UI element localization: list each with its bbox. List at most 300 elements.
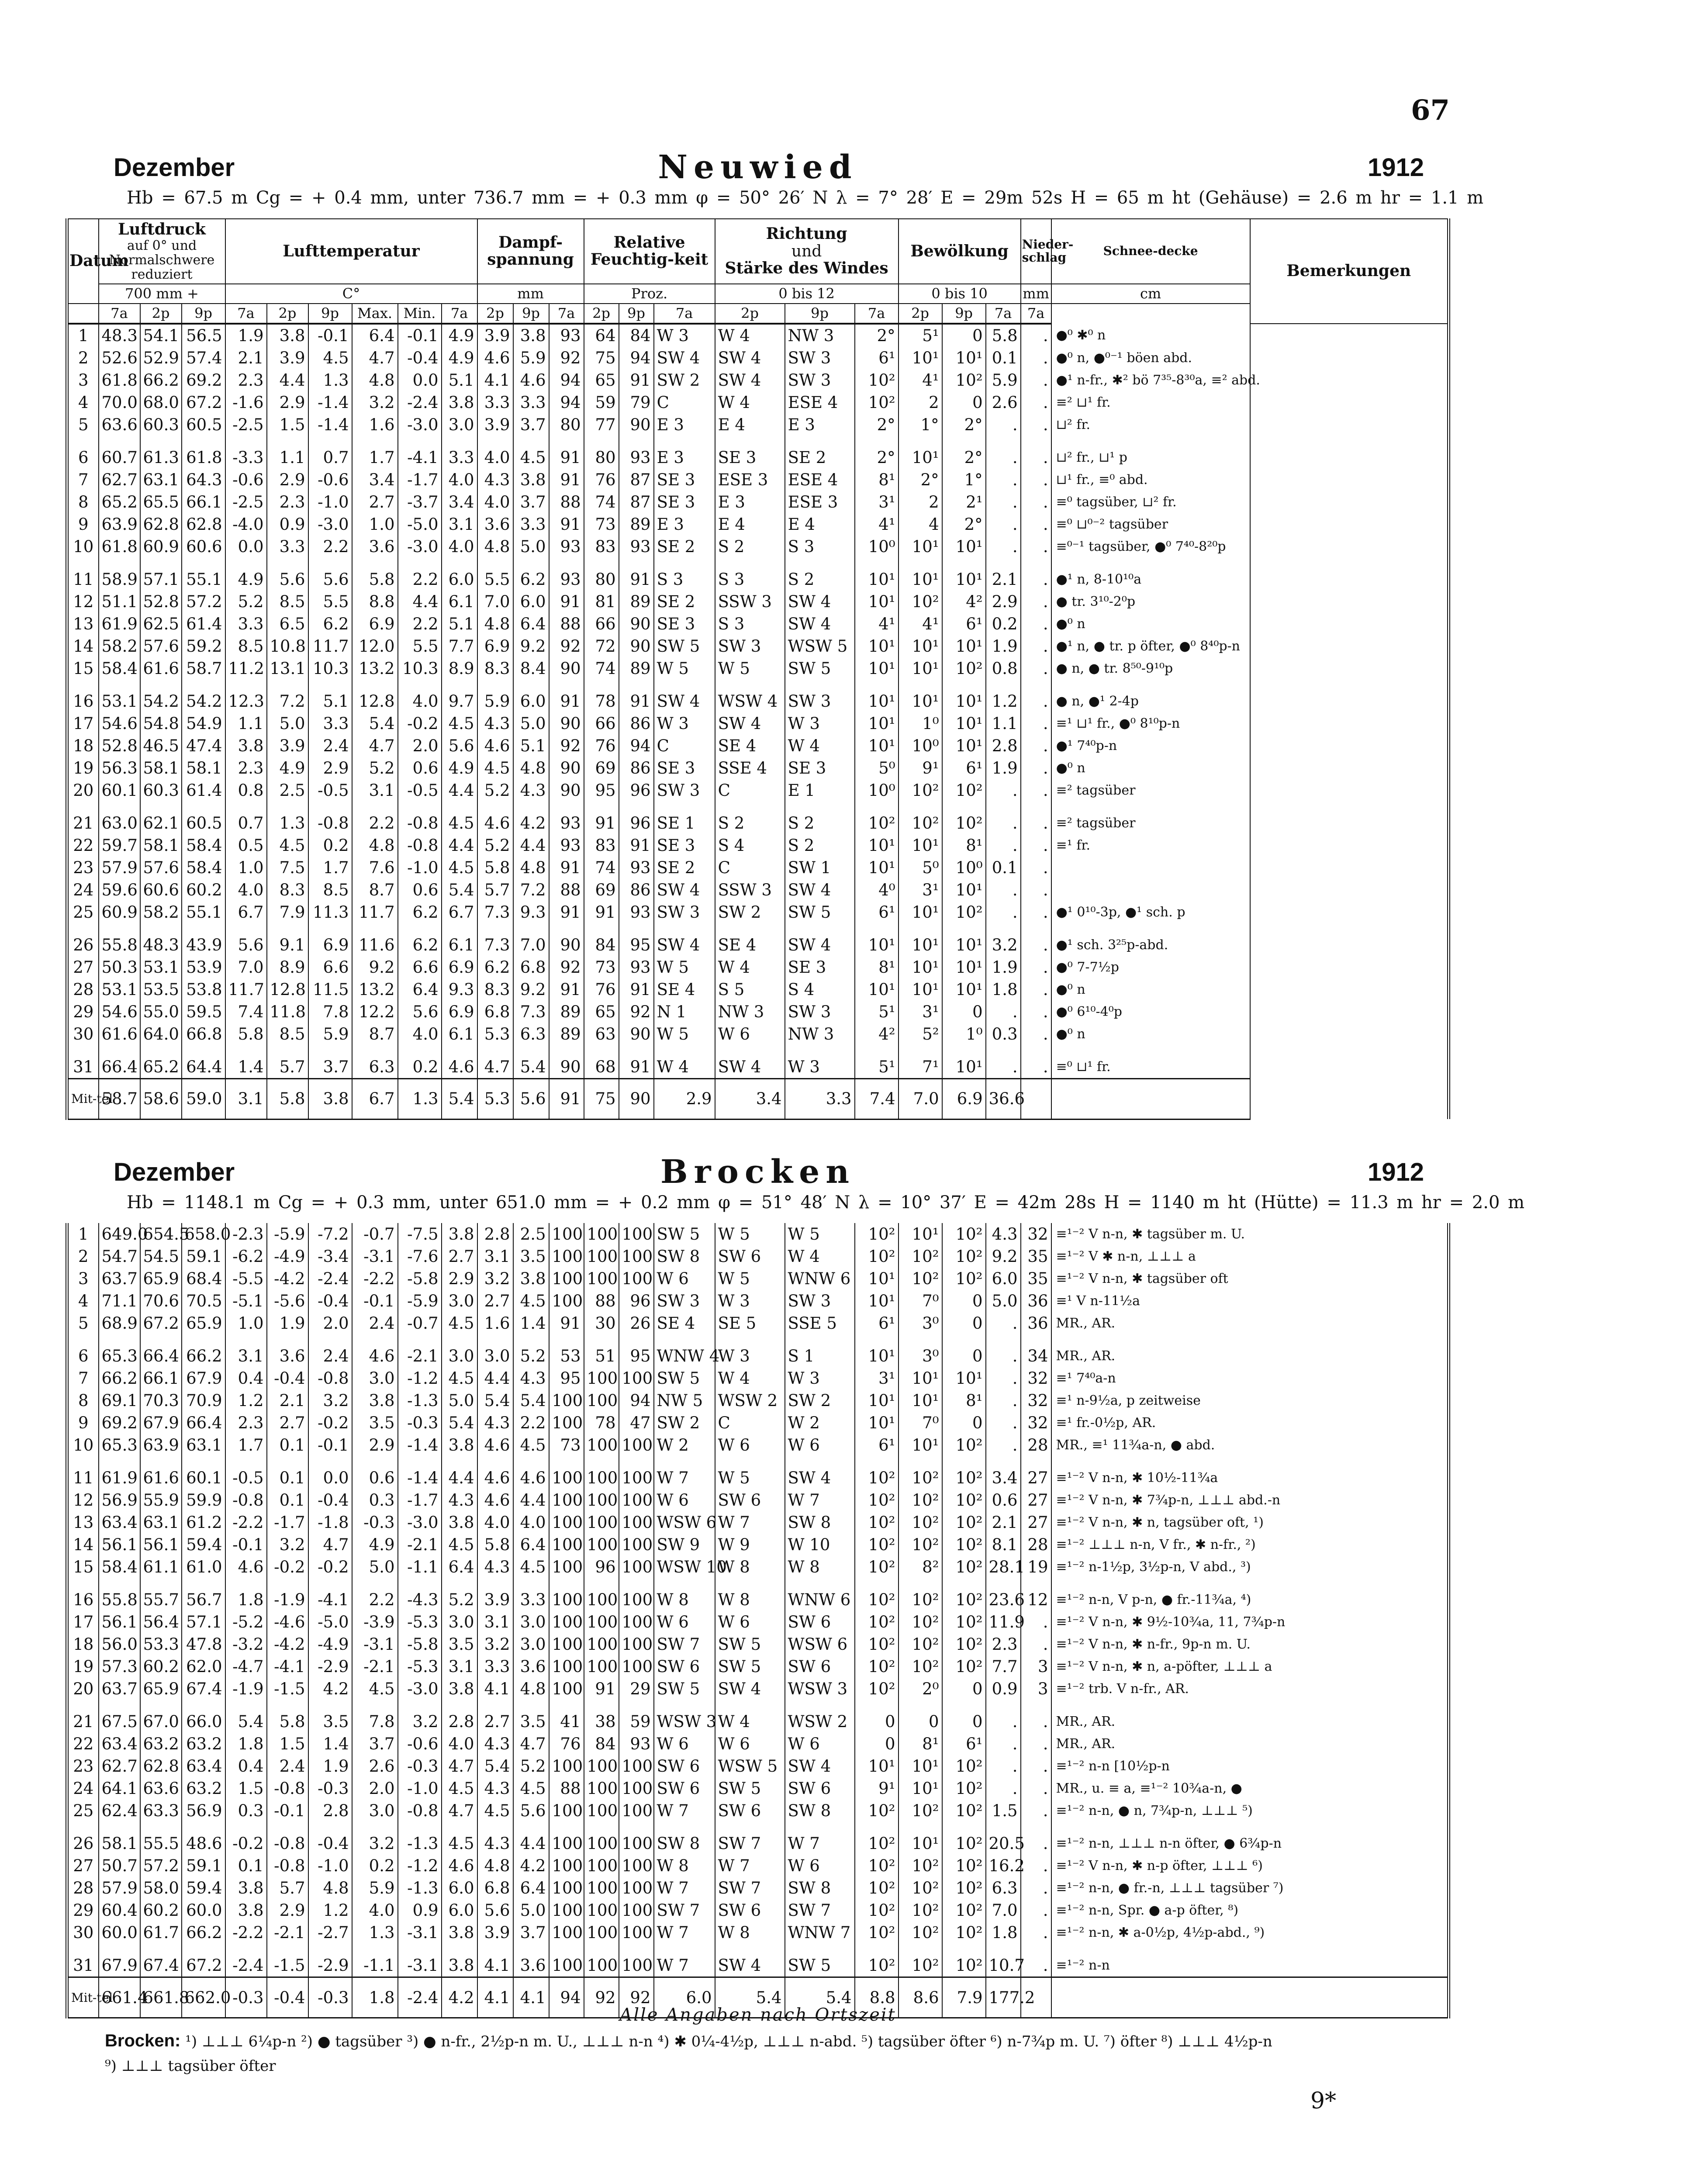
cell-e7: 4.9: [442, 347, 477, 369]
cell-p2: 61.3: [140, 436, 182, 469]
cell-f7: 92: [549, 956, 584, 978]
cell-tmax: 4.0: [352, 1899, 398, 1921]
cell-p9: 70.5: [182, 1290, 225, 1312]
cell-t9: -1.4: [308, 391, 352, 414]
cell-w9: WSW 2: [785, 1700, 855, 1733]
cell-b2: 3⁰: [899, 1334, 942, 1367]
sub-9p: 9p: [308, 304, 352, 324]
cell-d: 6: [67, 436, 99, 469]
cell-tmax: 12.0: [352, 635, 398, 657]
cell-w7: SW 5: [654, 1367, 715, 1389]
cell-t2: -4.2: [267, 1268, 308, 1290]
cell-d: 9: [67, 1412, 99, 1434]
cell-w2: W 4: [715, 956, 785, 978]
cell-s: .: [1021, 324, 1051, 347]
unit-luftdruck: 700 mm +: [99, 284, 225, 304]
cell-w9: W 3: [785, 712, 855, 735]
cell-w7: C: [654, 391, 715, 414]
cell-s: 35: [1021, 1245, 1051, 1268]
neuwied-section: [66, 149, 1484, 1120]
cell-f9: 59: [619, 1700, 654, 1733]
cell-b9: 10²: [942, 1921, 986, 1944]
cell-w2: W 5: [715, 657, 785, 680]
cell-e2: 5.6: [477, 1899, 513, 1921]
cell-w2: S 2: [715, 536, 785, 558]
unit-feucht: Proz.: [584, 284, 715, 304]
cell-e2: 4.8: [477, 536, 513, 558]
cell-w2: SSW 3: [715, 591, 785, 613]
cell-w9: NW 3: [785, 324, 855, 347]
cell-b7: 10¹: [855, 834, 899, 857]
cell-p9: 60.6: [182, 536, 225, 558]
cell-w2: SW 4: [715, 1944, 785, 1977]
cell-p7: 63.4: [99, 1733, 140, 1755]
cell-n: 2.1: [986, 1511, 1021, 1534]
cell-d: 16: [67, 680, 99, 712]
cell-p7: 59.7: [99, 834, 140, 857]
cell-w2: SW 5: [715, 1777, 785, 1800]
cell-f2: 77: [584, 414, 619, 436]
cell-b7: 10¹: [855, 558, 899, 591]
cell-e2: 8.3: [477, 978, 513, 1001]
cell-e2: 3.2: [477, 1633, 513, 1655]
cell-p7: 55.8: [99, 923, 140, 956]
brocken-station-info: Hb = 1148.1 m Cg = + 0.3 mm, unter 651.0 mm = + 0.2 mm φ = 51° 48′ N λ = 10° 37′ E = 42m 28s H = 1140 m ht (Hütte) = 11.3 m hr = 2.0 m: [127, 1192, 1525, 1213]
cell-e2: 6.8: [477, 1877, 513, 1899]
cell-w2: SW 4: [715, 1045, 785, 1079]
cell-rem: ●¹ n, ● tr. p öfter, ●⁰ 8⁴⁰p-n: [1051, 635, 1250, 657]
cell-b9: 10¹: [942, 956, 986, 978]
cell-p9: 55.1: [182, 901, 225, 923]
cell-p2: 63.1: [140, 1511, 182, 1534]
table-row: [67, 469, 1449, 491]
cell-f2: 38: [584, 1700, 619, 1733]
cell-tmax: 3.0: [352, 1800, 398, 1822]
table-row: [67, 956, 1449, 978]
cell-f2: 100: [584, 1855, 619, 1877]
cell-e7: 4.4: [442, 834, 477, 857]
cell-e9: 5.4: [513, 1389, 549, 1412]
cell-w2: W 3: [715, 1290, 785, 1312]
cell-f7: 89: [549, 1001, 584, 1023]
cell-w9: W 7: [785, 1822, 855, 1855]
cell-p7: 67.5: [99, 1700, 140, 1733]
cell-e9: 8.4: [513, 657, 549, 680]
cell-f2: 100: [584, 1489, 619, 1511]
cell-w7: W 3: [654, 712, 715, 735]
cell-d: 24: [67, 879, 99, 901]
cell-e2: 5.2: [477, 834, 513, 857]
cell-b7: 10²: [855, 1578, 899, 1611]
cell-t2: -1.9: [267, 1578, 308, 1611]
cell-t7: 1.2: [225, 1389, 267, 1412]
table-row: [67, 680, 1449, 712]
cell-f7: 89: [549, 1023, 584, 1045]
cell-tmax: 12.2: [352, 1001, 398, 1023]
cell-e2: 4.4: [477, 1367, 513, 1389]
cell-rem: ≡¹ ⊔¹ fr., ●⁰ 8¹⁰p-n: [1051, 712, 1250, 735]
cell-d: 15: [67, 1556, 99, 1578]
cell-f9: 26: [619, 1312, 654, 1334]
cell-rem: ≡¹⁻² V n-n, ✱ 7¾p-n, ⊥⊥⊥ abd.-n: [1051, 1489, 1449, 1511]
cell-tmax: 5.2: [352, 757, 398, 779]
cell-tmax: 2.0: [352, 1777, 398, 1800]
cell-p2: 53.5: [140, 978, 182, 1001]
cell-p2: 65.9: [140, 1268, 182, 1290]
cell-b9: 10²: [942, 802, 986, 834]
cell-d: 15: [67, 657, 99, 680]
cell-d: 4: [67, 391, 99, 414]
cell-w9: W 10: [785, 1534, 855, 1556]
cell-w7: SW 5: [654, 1223, 715, 1245]
cell-e2: 6.9: [477, 635, 513, 657]
cell-e7: 4.7: [442, 1755, 477, 1777]
cell-w9: SW 3: [785, 680, 855, 712]
cell-e7: 3.8: [442, 1434, 477, 1456]
cell-p2: 60.2: [140, 1655, 182, 1678]
cell-w2: W 6: [715, 1434, 785, 1456]
cell-s: .: [1021, 391, 1051, 414]
cell-tmax: 8.8: [352, 591, 398, 613]
cell-t7: 8.5: [225, 635, 267, 657]
cell-p2: 63.6: [140, 1777, 182, 1800]
cell-b9: 10²: [942, 1822, 986, 1855]
sub-7a: 7a: [442, 304, 477, 324]
cell-rem: ≡¹⁻² V n-n, ✱ n, tagsüber oft, ¹): [1051, 1511, 1449, 1534]
cell-b7: 10¹: [855, 635, 899, 657]
cell-t9: -0.6: [308, 469, 352, 491]
cell-w2: W 7: [715, 1855, 785, 1877]
cell-p9: 61.4: [182, 613, 225, 635]
cell-n: 1.9: [986, 635, 1021, 657]
brocken-title-row: [66, 1153, 1450, 1192]
cell-t9: -0.4: [308, 1822, 352, 1855]
cell-e2: 3.9: [477, 1578, 513, 1611]
cell-tmin: -7.6: [398, 1245, 442, 1268]
cell-b9: 10¹: [942, 347, 986, 369]
cell-f7: 53: [549, 1334, 584, 1367]
cell-w7: W 7: [654, 1944, 715, 1977]
cell-tmax: 0.6: [352, 1456, 398, 1489]
cell-p9: 56.9: [182, 1800, 225, 1822]
cell-n: 1.5: [986, 1800, 1021, 1822]
cell-t2: -1.5: [267, 1944, 308, 1977]
cell-b2: 10²: [899, 1944, 942, 1977]
cell-t9: 6.6: [308, 956, 352, 978]
cell-f9: 100: [619, 1489, 654, 1511]
cell-b7: 10²: [855, 1944, 899, 1977]
cell-f9: 100: [619, 1855, 654, 1877]
sub-2p: 2p: [140, 304, 182, 324]
cell-f7: 100: [549, 1899, 584, 1921]
cell-t7: 2.3: [225, 757, 267, 779]
cell-d: 10: [67, 536, 99, 558]
cell-tmin: -5.8: [398, 1633, 442, 1655]
cell-p2: 46.5: [140, 735, 182, 757]
cell-f2: 74: [584, 657, 619, 680]
cell-f9: 90: [619, 635, 654, 657]
cell-n: 1.1: [986, 712, 1021, 735]
cell-e2: 4.3: [477, 712, 513, 735]
cell-e2: 7.3: [477, 901, 513, 923]
sub-2p: 2p: [899, 304, 942, 324]
cell-s: 36: [1021, 1290, 1051, 1312]
cell-w7: W 6: [654, 1611, 715, 1633]
cell-b9: 10⁰: [942, 857, 986, 879]
cell-t2: 8.9: [267, 956, 308, 978]
cell-tmin: -2.1: [398, 1334, 442, 1367]
cell-tmin: -0.6: [398, 1733, 442, 1755]
cell-f9: 92: [619, 1001, 654, 1023]
cell-b9: 10²: [942, 1434, 986, 1456]
cell-e9: 2.2: [513, 1412, 549, 1434]
sub-max: Max.: [352, 304, 398, 324]
cell-w9: S 2: [785, 558, 855, 591]
cell-e9: 6.8: [513, 956, 549, 978]
cell-e9: 5.0: [513, 712, 549, 735]
cell-t2: 2.7: [267, 1412, 308, 1434]
cell-t2: 2.4: [267, 1755, 308, 1777]
cell-t2: 7.2: [267, 680, 308, 712]
cell-b2: 10²: [899, 591, 942, 613]
cell-e2: 4.3: [477, 1777, 513, 1800]
cell-e9: 4.8: [513, 757, 549, 779]
cell-w9: SW 6: [785, 1777, 855, 1800]
mittel-tmin: 1.3: [398, 1078, 442, 1119]
cell-n: 1.9: [986, 757, 1021, 779]
cell-p7: 60.4: [99, 1899, 140, 1921]
cell-t9: 1.2: [308, 1899, 352, 1921]
cell-p9: 63.2: [182, 1733, 225, 1755]
cell-f2: 66: [584, 712, 619, 735]
cell-t2: -5.9: [267, 1223, 308, 1245]
cell-t2: -0.2: [267, 1556, 308, 1578]
cell-t7: 3.8: [225, 1877, 267, 1899]
cell-w2: W 5: [715, 1456, 785, 1489]
cell-p9: 61.8: [182, 436, 225, 469]
cell-f2: 75: [584, 347, 619, 369]
cell-b7: 10²: [855, 1511, 899, 1534]
mittel-f7: 94: [549, 1977, 584, 2018]
cell-n: 0.1: [986, 347, 1021, 369]
cell-tmin: -0.8: [398, 834, 442, 857]
cell-e9: 2.5: [513, 1223, 549, 1245]
cell-f9: 96: [619, 802, 654, 834]
mittel-t2: -0.4: [267, 1977, 308, 2018]
cell-f7: 91: [549, 680, 584, 712]
table-row: [67, 757, 1449, 779]
cell-e2: 6.8: [477, 1001, 513, 1023]
cell-w9: ESE 4: [785, 391, 855, 414]
cell-p7: 68.9: [99, 1312, 140, 1334]
cell-t2: 5.8: [267, 1700, 308, 1733]
cell-b2: 10²: [899, 1855, 942, 1877]
cell-t9: 11.7: [308, 635, 352, 657]
cell-f7: 91: [549, 436, 584, 469]
cell-w7: SW 4: [654, 879, 715, 901]
cell-w2: C: [715, 1412, 785, 1434]
cell-f9: 86: [619, 712, 654, 735]
cell-f9: 100: [619, 1245, 654, 1268]
mittel-label: Mit-tel: [67, 1977, 99, 2018]
cell-w7: WSW 10: [654, 1556, 715, 1578]
cell-t2: 1.3: [267, 802, 308, 834]
cell-p9: 68.4: [182, 1268, 225, 1290]
cell-n: .: [986, 491, 1021, 513]
cell-t9: -0.5: [308, 779, 352, 802]
cell-t2: 2.3: [267, 491, 308, 513]
cell-tmax: -1.1: [352, 1944, 398, 1977]
cell-b7: 10²: [855, 1489, 899, 1511]
cell-f9: 100: [619, 1633, 654, 1655]
cell-tmin: -1.3: [398, 1822, 442, 1855]
cell-t2: 0.1: [267, 1456, 308, 1489]
cell-e9: 7.0: [513, 923, 549, 956]
cell-e7: 4.5: [442, 802, 477, 834]
cell-f2: 76: [584, 469, 619, 491]
cell-b7: 10²: [855, 391, 899, 414]
col-niederschlag: Nieder-schlag: [1021, 219, 1051, 284]
cell-e9: 5.4: [513, 1045, 549, 1079]
cell-p9: 66.2: [182, 1921, 225, 1944]
cell-e7: 4.5: [442, 1534, 477, 1556]
cell-b2: 3¹: [899, 879, 942, 901]
cell-n: .: [986, 879, 1021, 901]
cell-w9: WNW 7: [785, 1921, 855, 1944]
cell-e9: 9.3: [513, 901, 549, 923]
cell-tmax: -3.1: [352, 1633, 398, 1655]
cell-p2: 65.9: [140, 1678, 182, 1700]
cell-f9: 100: [619, 1556, 654, 1578]
cell-d: 11: [67, 1456, 99, 1489]
cell-e9: 4.3: [513, 779, 549, 802]
cell-p7: 69.2: [99, 1412, 140, 1434]
cell-b7: 10²: [855, 1877, 899, 1899]
cell-w9: SW 4: [785, 613, 855, 635]
cell-b7: 10²: [855, 1534, 899, 1556]
cell-w2: SSW 3: [715, 879, 785, 901]
cell-f7: 90: [549, 712, 584, 735]
cell-p7: 61.6: [99, 1023, 140, 1045]
cell-p7: 65.2: [99, 491, 140, 513]
cell-e7: 5.1: [442, 613, 477, 635]
cell-tmax: 13.2: [352, 978, 398, 1001]
cell-w7: WSW 3: [654, 1700, 715, 1733]
sub-9p: 9p: [513, 304, 549, 324]
cell-s: 34: [1021, 1334, 1051, 1367]
cell-b2: 1°: [899, 414, 942, 436]
cell-tmin: -5.9: [398, 1290, 442, 1312]
mittel-w9: 3.3: [785, 1078, 855, 1119]
cell-p7: 62.7: [99, 469, 140, 491]
unit-lufttemp: C°: [225, 284, 477, 304]
cell-p9: 59.5: [182, 1001, 225, 1023]
cell-t7: 1.4: [225, 1045, 267, 1079]
mittel-t9: -0.3: [308, 1977, 352, 2018]
cell-p9: 67.2: [182, 1944, 225, 1977]
cell-t2: 1.5: [267, 1733, 308, 1755]
cell-p9: 65.9: [182, 1312, 225, 1334]
cell-e7: 3.5: [442, 1633, 477, 1655]
cell-f9: 93: [619, 956, 654, 978]
cell-tmax: 2.9: [352, 1434, 398, 1456]
cell-b9: 2¹: [942, 491, 986, 513]
cell-e9: 4.5: [513, 1556, 549, 1578]
cell-f2: 100: [584, 1944, 619, 1977]
cell-b9: 8¹: [942, 834, 986, 857]
cell-e9: 3.8: [513, 469, 549, 491]
cell-f7: 100: [549, 1800, 584, 1822]
cell-f7: 91: [549, 469, 584, 491]
table-row: [67, 558, 1449, 591]
cell-e2: 5.5: [477, 558, 513, 591]
cell-f9: 93: [619, 857, 654, 879]
cell-tmin: -3.1: [398, 1921, 442, 1944]
cell-w2: WSW 5: [715, 1755, 785, 1777]
cell-f7: 90: [549, 757, 584, 779]
cell-n: 0.6: [986, 1489, 1021, 1511]
cell-f2: 84: [584, 1733, 619, 1755]
cell-f2: 74: [584, 857, 619, 879]
sub-9p: 9p: [619, 304, 654, 324]
cell-rem: ≡¹⁻² n-1½p, 3½p-n, V abd., ³): [1051, 1556, 1449, 1578]
cell-tmax: 8.7: [352, 1023, 398, 1045]
table-row: [67, 1611, 1449, 1633]
cell-b2: 10²: [899, 1578, 942, 1611]
cell-tmax: 3.0: [352, 1367, 398, 1389]
cell-e2: 3.3: [477, 391, 513, 414]
cell-d: 9: [67, 513, 99, 536]
cell-f7: 76: [549, 1733, 584, 1755]
cell-e2: 7.0: [477, 591, 513, 613]
col-wind: Richtung und Stärke des Windes: [715, 219, 899, 284]
cell-n: .: [986, 414, 1021, 436]
cell-w7: W 7: [654, 1800, 715, 1822]
cell-b7: 10²: [855, 1611, 899, 1633]
cell-n: 0.8: [986, 657, 1021, 680]
cell-b9: 10²: [942, 1877, 986, 1899]
cell-t7: 3.3: [225, 613, 267, 635]
cell-tmax: -0.7: [352, 1223, 398, 1245]
cell-n: .: [986, 1700, 1021, 1733]
cell-tmax: 1.0: [352, 513, 398, 536]
cell-b9: 6¹: [942, 1733, 986, 1755]
mittel-t2: 5.8: [267, 1078, 308, 1119]
cell-e9: 4.0: [513, 1511, 549, 1534]
cell-e9: 3.6: [513, 1944, 549, 1977]
cell-f9: 96: [619, 779, 654, 802]
cell-n: 8.1: [986, 1534, 1021, 1556]
cell-s: 27: [1021, 1489, 1051, 1511]
cell-f7: 100: [549, 1389, 584, 1412]
cell-rem: ●⁰ n, ●⁰⁻¹ böen abd.: [1051, 347, 1250, 369]
cell-p2: 67.4: [140, 1944, 182, 1977]
cell-b7: 4¹: [855, 513, 899, 536]
cell-t7: 3.1: [225, 1334, 267, 1367]
cell-b7: 6¹: [855, 1434, 899, 1456]
cell-tmax: 4.9: [352, 1534, 398, 1556]
cell-f2: 95: [584, 779, 619, 802]
table-row: [67, 1700, 1449, 1733]
cell-f7: 88: [549, 1777, 584, 1800]
cell-f2: 91: [584, 901, 619, 923]
cell-w7: NW 5: [654, 1389, 715, 1412]
cell-w9: WSW 3: [785, 1678, 855, 1700]
cell-e2: 4.5: [477, 757, 513, 779]
table-row: [67, 802, 1449, 834]
cell-p7: 61.8: [99, 536, 140, 558]
cell-rem: ● n, ● tr. 8⁵⁰-9¹⁰p: [1051, 657, 1250, 680]
